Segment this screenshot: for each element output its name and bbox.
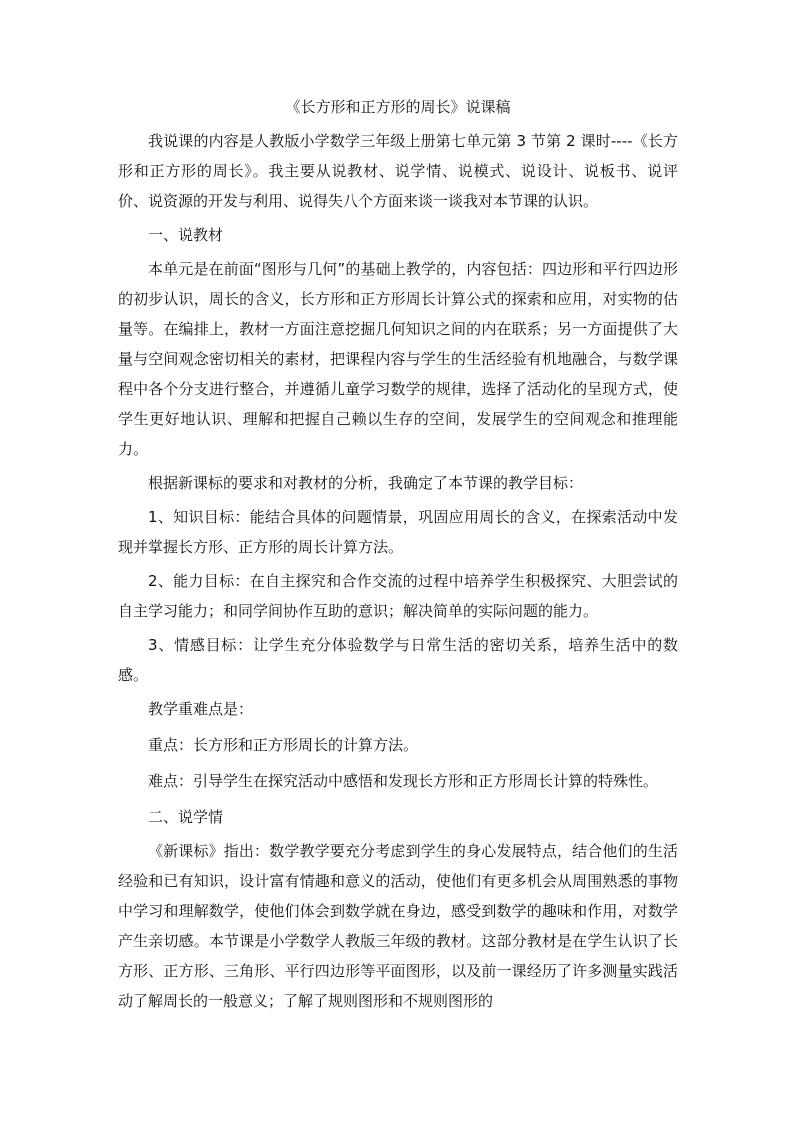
section-heading-teaching-material: 一、说教材: [148, 226, 224, 244]
learning-situation-paragraph: 《新课标》指出：数学教学要充分考虑到学生的身心发展特点，结合他们的生活经验和已有知识，设计富有情趣和意义的活动，使他们有更多机会从周围熟悉的事物中学习和理解数学，使他们体会到数学就在身边，感受到数学的趣味和作用，对数学产生亲切感。本节课是小学数学人教版三年级的教材。这部分教材是在学生认识了长方形、正方形、三角形、平行四边形等平面图形，以及前一课经历了许多测量实践活动了解周长的一般意义；了解了规则图形和不规则图形的: [118, 842, 678, 1010]
difficult-point-paragraph: 难点：引导学生在探究活动中感悟和发现长方形和正方形周长计算的特殊性。: [148, 772, 659, 790]
intro-paragraph: 我说课的内容是人教版小学数学三年级上册第七单元第 3 节第 2 课时----《长方形和正方形的周长》。我主要从说教材、说学情、说模式、说设计、说板书、说评价、说资源的开发与利用、说得失八个方面来谈一谈我对本节课的认识。: [118, 132, 678, 210]
objectives-intro-paragraph: 根据新课标的要求和对教材的分析，我确定了本节课的教学目标：: [148, 474, 584, 492]
document-page: [118, 96, 678, 1020]
teaching-material-paragraph: 本单元是在前面“图形与几何”的基础上教学的，内容包括：四边形和平行四边形的初步认识，周长的含义，长方形和正方形周长计算公式的探索和应用，对实物的估量等。在编排上，教材一方面注意挖掘几何知识之间的内在联系；另一方面提供了大量与空间观念密切相关的素材，把课程内容与学生的生活经验有机地融合，与数学课程中各个分支进行整合，并遵循儿童学习数学的规律，选择了活动化的呈现方式，使学生更好地认识、理解和把握自己赖以生存的空间，发展学生的空间观念和推理能力。: [118, 260, 678, 458]
key-point-paragraph: 重点：长方形和正方形周长的计算方法。: [148, 736, 419, 754]
section-heading-learning-situation: 二、说学情: [148, 808, 224, 826]
emotion-objective-paragraph: 3、情感目标：让学生充分体验数学与日常生活的密切关系，培养生活中的数感。: [118, 636, 678, 684]
key-difficult-points-heading: 教学重难点是：: [148, 700, 254, 718]
knowledge-objective-paragraph: 1、知识目标：能结合具体的问题情景，巩固应用周长的含义，在探索活动中发现并掌握长方形、正方形的周长计算方法。: [118, 508, 678, 556]
ability-objective-paragraph: 2、能力目标：在自主探究和合作交流的过程中培养学生积极探究、大胆尝试的自主学习能力；和同学间协作互助的意识；解决简单的实际问题的能力。: [118, 572, 678, 620]
document-title: 《长方形和正方形的周长》说课稿: [285, 98, 511, 116]
